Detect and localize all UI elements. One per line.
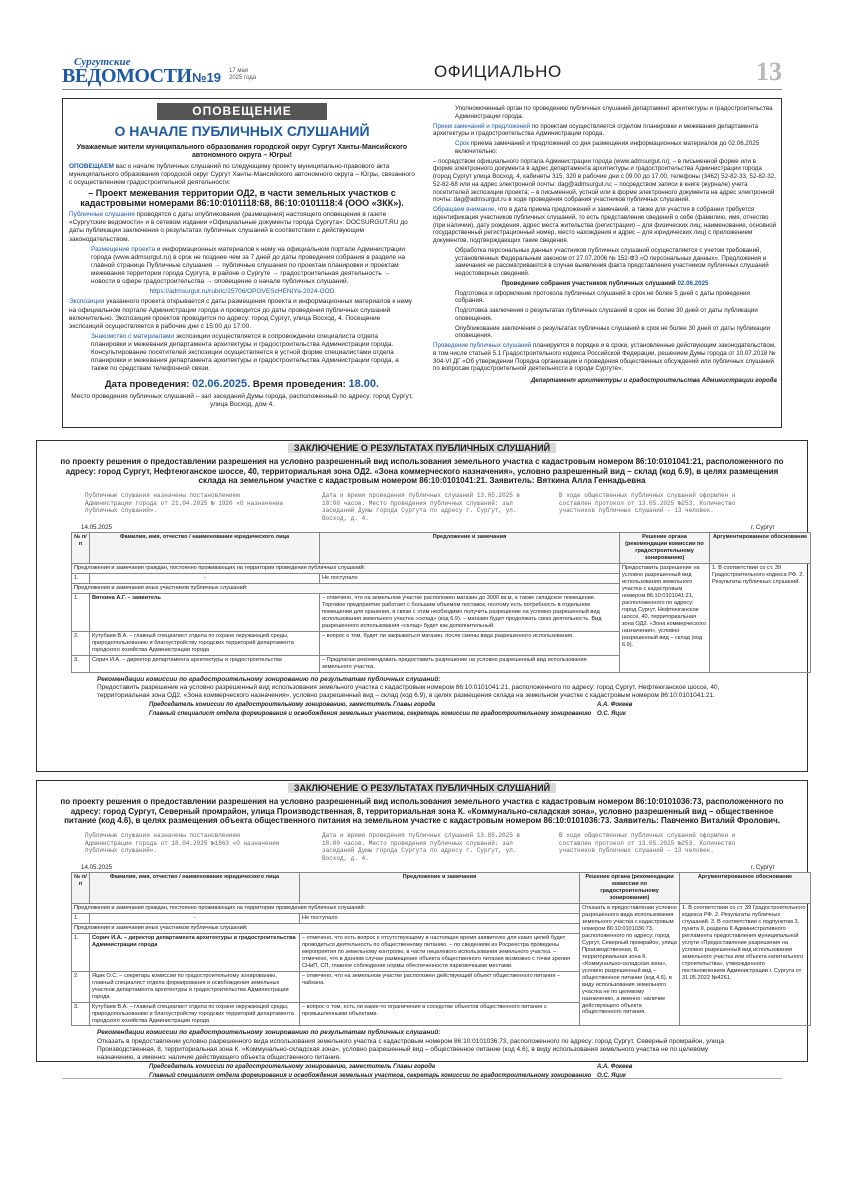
notice-paragraph: Прием замечаний и предложений по проектам осуществляется отделом планировки и межевания департамента архитектуры и градостроительства Администрации города. xyxy=(433,122,759,138)
table-row: 3. Кутубаев В.А. – главный специалист отдела по охране окружающей среды, природопользованию и благоустройству городских территорий департамента городского хозяйства Администрации города – вопрос о том, есть ли какие-то ограничения в соседстве объектов общественного питания с промышленными объектами. xyxy=(72,1002,811,1026)
notice-paragraph: Знакомство с материалами экспозиции осуществляется в сопровождении специалиста отдела планировки и межевания департамента архитектуры и градостроительства Администрации города. Консультирование посетителей экспозиции осуществляется в устной форме специалистами отдела планировки и межевания департамента архитектуры и градостроительства Администрации города, а также по средствам телефонной связи. xyxy=(91,332,399,373)
conclusion-date-row: 14.05.2025 г. Сургут xyxy=(81,864,775,872)
public-hearings-notice xyxy=(62,98,782,428)
notice-paragraph: Опубликование заключения о результатах публичных слушаний в срок не более 30 дней от даты публикации оповещения. xyxy=(455,324,771,340)
notice-paragraph: Размещение проекта и информационных материалов к нему на официальном портале Администрации города (www.admsurgut.ru) в срок не позднее чем за 7 дней до даты проведения собрания в разделе на главной странице Публичные слушания → публичные слушания по проектам планировки и проектам межевания территории города Сургута, в районе о Сургуте → градостроительная деятельность → новости в сфере градостроительства → оповещение о начале публичных слушаний. xyxy=(91,245,406,286)
issue-number: №19 xyxy=(192,70,221,85)
conclusion-date-row: 14.05.2025 г. Сургут xyxy=(81,524,775,532)
table-row: 1. Вяткина А.Г. – заявитель – отмечено, что на земельном участке расположен магазин до 3000 кв.м, а также складское помещение. Торговое предприятие работает с большим объемом поставок, поэтому есть потребность в отдельном помещении для хранения, в связи с этим необходимо получить разрешение на условно разрешенный вид использования земельного участка «склад» (код 6.9). – магазин будет продолжать свою деятельность. Вид разрешенного использования «склад» будет как дополнительный. xyxy=(72,593,811,631)
table-row: 1. Сорич И.А. – директор департамента архитектуры и градостроительства Администрации города – отмечено, что есть вопрос к отсутствующему в настоящее время заявителю для каких целей будет проводиться деятельность по общественному питанию. – по сведениям из Росреестра проведены мероприятия по земельному контролю, в части нецелевого использования земельного участка. – отмечено, что в данном случае размещение объекта общественного питания возможно с точки зрения СНиП, СП, главное соблюдение нормы обеспеченности парковочными местами. xyxy=(72,933,811,971)
meeting-date: Проведение собрания участников публичных слушаний 02.06.2025 xyxy=(501,279,709,287)
hearing-place: Место проведения публичных слушаний – зал заседаний Думы города, расположенный по адресу: город Сургут, улица Восход, дом 4. xyxy=(71,393,413,409)
signature-row: Главный специалист отдела формирования и освобождения земельных участков, секретарь комиссии по градостроительному зонированию О.С. Яцик xyxy=(149,1073,626,1080)
notice-greeting: Уважаемые жители муниципального образования городской округ Сургут Ханты-Мансийского автономного округа – Югры! xyxy=(76,143,408,160)
page-number: 13 xyxy=(756,57,782,86)
logo-main-text: ВЕДОМОСТИ xyxy=(62,65,192,87)
conclusion-title: ЗАКЛЮЧЕНИЕ О РЕЗУЛЬТАТАХ ПУБЛИЧНЫХ СЛУШАНИЙ xyxy=(37,443,807,454)
masthead xyxy=(62,56,782,90)
signature-row: Главный специалист отдела формирования и освобождения земельных участков, секретарь комиссии по градостроительному зонированию О.С. Яцик xyxy=(149,711,626,718)
notice-paragraph: Публичные слушания проводятся с даты опубликования (размещения) настоящего оповещения в газете «Сургутские ведомости» и в сетевом издании «Официальные документы города Сургута»: DOCSURGUT.RU до даты публикации заключения о результатах публичных слушаний в соответствии с действующим законодательством. xyxy=(69,211,408,243)
decision-argument: 1. В соответствии со ст. 39 Градостроительного кодекса РФ. 2. Результаты публичных слушаний. 3. В соответствии с подпунктом 3, пункта 9, раздела II Административного регламента предоставления муниципальной услуги «Предоставление разрешения на условно разрешенный вид использования земельного участка или объекта капитального строительства», утвержденного постановлением Администрации г. Сургута от 31.05.2022 №4261. xyxy=(680,903,811,1026)
notice-paragraph: Проведение публичных слушаний планируется в порядке и в сроки, установленные действующим законодательством, в том числе статьей 5.1 Градостроительного кодекса Российской Федерации, решением Думы города от 10.07.2018 № 304-VI ДГ «Об утверждении Порядка организации и проведения общественных обсуждений или публичных слушаний по вопросам градостроительной деятельности в городе Сургуте». xyxy=(433,342,776,373)
project-title: – Проект межевания территории ОД2, в части земельных участков с кадастровыми номерами 86:10:0101118:68, 86:10:0101118:4 (ООО «ЗКК»). xyxy=(80,188,404,209)
recommendations: Рекомендации комиссии по градостроительному зонированию по результатам публичных слушаний: Отказать в предоставлении условно разрешенного вида использования земельного участка с кадастровым номером 86:10:0101036:73, расположенного по адресу: город Сургут, Северный промрайон, улица Производственная, 8, территориальная зона К. «Коммунально-складская зона», условно разрешенный вид – общественное питание (код 4.6), в виду использования земельного участка не по целевому назначению, а именно: наличие действующего объекта общественного питания. xyxy=(97,1029,724,1061)
notice-paragraph: Экспозиция указанного проекта открывается с даты размещения проекта и информационных материалов к нему на официальном портале Администрации города и проводится до даты проведения публичных слушаний включительно. Экспозиция проектов проводится по адресу: город Сургут, улица Восход, 4. Посещение экспозиций осуществляется в рабочие дни с 15:00 до 17:00. xyxy=(69,298,413,330)
conclusion-subject: по проекту решения о предоставлении разрешения на условно разрешенный вид использования земельного участка с кадастровым номером 86:10:0101036:73, расположенного по адресу: город Сургут, Северный промрайон, улица Производственная, 8, территориальная зона К. «Коммунально-складская зона», условно разрешенный вид – общественное питание (код 4.6), в целях размещения объекта общественного питания на земельном участке с кадастровым номером 86:10:0101036:73. Заявитель: Павченко Виталий Фролович. xyxy=(60,797,784,826)
issue-date: 17 мая 2025 года xyxy=(229,68,257,81)
notice-paragraph: Подготовка и оформление протокола публичных слушаний в срок не более 5 дней с даты проведения собрания. xyxy=(455,289,750,305)
notice-paragraph: Подготовка заключения о результатах публичных слушаний в срок не более 30 дней от даты публикации оповещения. xyxy=(455,307,758,322)
logo-top-text: Сургутские xyxy=(74,56,131,68)
notice-left-column xyxy=(69,103,415,410)
notice-paragraph: Обработка персональных данных участников публичных слушаний осуществляется с учетом требований, установленных Федеральным законом от 27.07.2006 № 152-ФЗ «О персональных данных». Предложения и замечания не рассматриваются в случае выявления факта представления участником публичных слушаний недостоверных сведений. xyxy=(455,246,769,277)
table-row: 2. Кутубаев В.А. – главный специалист отдела по охране окружающей среды, природопользованию и благоустройству городских территорий департамента городского хозяйства Администрации города – вопрос о том, будет ли закрываться магазин, после смены вида разрешенного использования. xyxy=(72,631,811,655)
section-title: ОФИЦИАЛЬНО xyxy=(434,62,562,81)
conclusion-title: ЗАКЛЮЧЕНИЕ О РЕЗУЛЬТАТАХ ПУБЛИЧНЫХ СЛУШАНИЙ xyxy=(37,783,807,794)
conclusion-meta: Публичные слушания назначены постановлением Администрации города от 21.04.2025 № 1920 «О назначении публичных слушаний». Дата и время проведения публичных слушаний 13.05.2025 в 18:00 часов. Место проведения публичных слушаний: зал заседаний Думы города Сургута по адресу г. Сургут, ул. Восход, д. 4. В ходе общественных публичных слушаний оформлен и составлен протокол от 13.05.2025 №253. Количество участников публичных слушаний – 13 человек. xyxy=(85,492,736,522)
notice-paragraph: Обращаем внимание, что в дата приема предложений и замечаний, а также для участия в собрании требуется идентификация участников публичных слушаний, то есть представление сведений о себе (фамилию, имя, отчество (при наличии), дату рождения, адрес места жительства (регистрации) – для физических лиц; наименование, основной государственный регистрационный номер, место нахождения и адрес – для юридических лиц) с приложением документов, подтверждающих такие сведения. xyxy=(433,206,777,244)
recommendations: Рекомендации комиссии по градостроительному зонированию по результатам публичных слушаний: Предоставить разрешение на условно разрешенный вид использования земельного участка с кадастровым номером 86:10:0101041:21, расположенного по адресу: город Сургут, Нефтеюганское шоссе, 40, территориальная зона ОД2. «Зона коммерческого назначения», условно разрешенный вид – склад (код 6.9), в целях размещения склада на земельном участке с кадастровым номером 86:10:0101041:21. xyxy=(97,675,720,699)
table-group-label: Предложения и замечания иных участников публичных слушаний: xyxy=(72,923,580,933)
notice-signoff: Департамент архитектуры и градостроительства Администрации города xyxy=(530,377,777,384)
table-row: 2. Яцик О.С. – секретарь комиссии по градостроительному зонированию, главный специалист отдела формирования и освобождения земельных участков департамента архитектуры и градостроительства Администрации города – отмечено, что на земельном участке расположен действующий объект общественного питания – чайхана. xyxy=(72,971,811,1002)
bottom-rule xyxy=(62,1078,782,1079)
commission-decision: Отказать в предоставлении условно разрешенного вида использования земельного участка с кадастровым номером 86:10:0101036:73, расположенного по адресу: город Сургут, Северный промрайон, улица Производственная, 8, территориальная зона К. «Коммунально-складская зона», условно разрешенный вид – общественное питание (код 4.6), в виду использования земельного участка не по целевому назначению, а именно: наличие действующего объекта общественного питания. xyxy=(580,903,680,1026)
notice-paragraph: Уполномоченный орган по проведению публичных слушаний департамент архитектуры и градостроительства Администрации города. xyxy=(455,105,773,120)
table-row: 1. - Не поступало xyxy=(72,913,811,923)
proposals-table: № п/п Фамилия, имя, отчество / наименование юридического лица Предложение и замечания Решение органа (рекомендации комиссии по градостроительному зонированию) Аргументированное обоснование Предложения и замечания граждан, постоянно проживающих на территории проведения публичных слушаний: Предоставить разрешение на условно разрешенный вид использования земельного участка с кадастровым номером 86:10:0101041:21, расположенного по адресу: город Сургут, Нефтеюганское шоссе, 40, территориальная зона ОД2. «Зона коммерческого назначения», условно разрешенный вид – склад (код 6.9). 1. В соответствии со ст. 39 Градостроительного кодекса РФ. 2. Результаты публичных слушаний. 1. - Не поступало Предложения и замечания иных участников публичных слушаний: 1. Вяткина А.Г. – заявитель – отмечено, что на земельном участке расположен магазин до 3000 кв.м, а также складское помещение. Торговое предприятие работает с большим объемом поставок, поэтому есть потребность в отдельном помещении для хранения, в связи с этим необходимо получить разрешение на условно разрешенный вид использования земельного участка «склад» (код 6.9). – магазин будет продолжать свою деятельность. Вид разрешенного использования «склад» будет как дополнительный. 2. Кутубаев В.А. – главный специалист отдела по охране окружающей среды, природопользованию и благоустройству городских территорий департамента городского хозяйства Администрации города – вопрос о том, будет ли закрываться магазин, после смены вида разрешенного использования. 3. Сорич И.А. – директор департамента архитектуры и градостроительства – Предлагаю рекомендовать предоставить разрешение на условно разрешенный вид использования земельного участка. xyxy=(71,532,811,673)
signature-row: Председатель комиссии по градостроительному зонированию, заместитель Главы города А.А. Фокеев xyxy=(149,1063,633,1070)
table-group-label: Предложения и замечания иных участников публичных слушаний: xyxy=(72,583,620,593)
newspaper-logo xyxy=(62,56,192,90)
conclusion-block-1 xyxy=(36,440,808,772)
conclusion-subject: по проекту решения о предоставлении разрешения на условно разрешенный вид использования земельного участка с кадастровым номером 86:10:0101041:21, расположенного по адресу: город Сургут, Нефтеюганское шоссе, 40, территориальная зона ОД2. «Зона коммерческого назначения», условно разрешенный вид – склад (код 6.9), в целях размещения склада на земельном участке с кадастровым номером 86:10:0101041:21. Заявитель: Вяткина Алла Геннадьевна xyxy=(60,457,784,486)
table-row: 1. - Не поступало xyxy=(72,573,811,583)
signature-row: Председатель комиссии по градостроительному зонированию, заместитель Главы города А.А. Фокеев xyxy=(149,701,633,708)
notice-link[interactable]: https://admsurgut.ru/rubric/25706/OPOVEScHENIYa-2024-GOD xyxy=(149,288,335,296)
table-group-label: Предложения и замечания граждан, постоянно проживающих на территории проведения публичных слушаний: xyxy=(72,563,620,573)
decision-argument: 1. В соответствии со ст. 39 Градостроительного кодекса РФ. 2. Результаты публичных слушаний. xyxy=(710,563,811,672)
table-row: 3. Сорич И.А. – директор департамента архитектуры и градостроительства – Предлагаю рекомендовать предоставить разрешение на условно разрешенный вид использования земельного участка. xyxy=(72,655,811,672)
conclusion-meta: Публичные слушания назначены постановлением Администрации города от 18.04.2025 №1863 «О назначении публичных слушаний». Дата и время проведения публичных слушаний 13.05.2025 в 18:00 часов. Место проведения публичных слушаний: зал заседаний Думы города Сургута по адресу г. Сургут, ул. Восход, д. 4. В ходе общественных публичных слушаний оформлен и составлен протокол от 13.05.2025 №253. Количество участников публичных слушаний – 13 человек. xyxy=(85,832,736,862)
hearing-date: Дата проведения: 02.06.2025. Время проведения: 18.00. xyxy=(104,377,380,390)
notice-paragraph: ОПОВЕЩАЕМ вас о начале публичных слушаний по следующему проекту муниципально-правового акта муниципального образования городской округ Сургут Ханты-Мансийского автономного округа – Югры, связанного с осуществлением градостроительной деятельности: xyxy=(69,163,415,187)
table-group-label: Предложения и замечания граждан, постоянно проживающих на территории проведения публичных слушаний: xyxy=(72,903,580,913)
notice-paragraph: – посредством официального портала Администрации города (www.admsurgut.ru); – в письменной форме или в форме электронного документа в адрес департамента архитектуры и градостроительства Администрации города (город Сургут улица Восход, 4, кабинеты 315, 320 в рабочие дни с 09.00 до 17.00, телефоны (3462) 52-82-33, 52-82-32, 52-82-68 или на адрес электронной почты: dag@admsurgut.ru; – посредством записи в книге (журнале) учета посетителей экспозиции проекта; – в письменной, устной или в форме электронного документа на адрес электронной почты: dag@admsurgut.ru в ходе проведения собрания участников публичных слушаний. xyxy=(433,157,776,204)
notice-banner: ОПОВЕЩЕНИЕ xyxy=(157,103,327,120)
commission-decision: Предоставить разрешение на условно разрешенный вид использования земельного участка с кадастровым номером 86:10:0101041:21, расположенного по адресу: город Сургут, Нефтеюганское шоссе, 40, территориальная зона ОД2. «Зона коммерческого назначения», условно разрешенный вид – склад (код 6.9). xyxy=(620,563,710,672)
proposals-table: № п/п Фамилия, имя, отчество / наименование юридического лица Предложение и замечания Решение органа (рекомендации комиссии по градостроительному зонированию) Аргументированное обоснование Предложения и замечания граждан, постоянно проживающих на территории проведения публичных слушаний: Отказать в предоставлении условно разрешенного вида использования земельного участка с кадастровым номером 86:10:0101036:73, расположенного по адресу: город Сургут, Северный промрайон, улица Производственная, 8, территориальная зона К. «Коммунально-складская зона», условно разрешенный вид – общественное питание (код 4.6), в виду использования земельного участка не по целевому назначению, а именно: наличие действующего объекта общественного питания. 1. В соответствии со ст. 39 Градостроительного кодекса РФ. 2. Результаты публичных слушаний. 3. В соответствии с подпунктом 3, пункта 9, раздела II Административного регламента предоставления муниципальной услуги «Предоставление разрешения на условно разрешенный вид использования земельного участка или объекта капитального строительства», утвержденного постановлением Администрации г. Сургута от 31.05.2022 №4261. 1. - Не поступало Предложения и замечания иных участников публичных слушаний: 1. Сорич И.А. – директор департамента архитектуры и градостроительства Администрации города – отмечено, что есть вопрос к отсутствующему в настоящее время заявителю для каких целей будет проводиться деятельность по общественному питанию. – по сведениям из Росреестра проведены мероприятия по земельному контролю, в части нецелевого использования земельного участка. – отмечено, что в данном случае размещение объекта общественного питания возможно с точки зрения СНиП, СП, главное соблюдение нормы обеспеченности парковочными местами. 2. Яцик О.С. – секретарь комиссии по градостроительному зонированию, главный специалист отдела формирования и освобождения земельных участков департамента архитектуры и градостроительства Администрации города – отмечено, что на земельном участке расположен действующий объект общественного питания – чайхана. 3. Кутубаев В.А. – главный специалист отдела по охране окружающей среды, природопользованию и благоустройству городских территорий департамента городского хозяйства Администрации города – вопрос о том, есть ли какие-то ограничения в соседстве объектов общественного питания с промышленными объектами. xyxy=(71,872,811,1027)
conclusion-block-2 xyxy=(36,780,808,1080)
notice-paragraph: Срок приема замечаний и предложений со дня размещения информационных материалов до 02.06.2025 включительно: xyxy=(455,140,760,155)
notice-title: О НАЧАЛЕ ПУБЛИЧНЫХ СЛУШАНИЙ xyxy=(114,123,370,139)
notice-right-column xyxy=(433,103,777,385)
